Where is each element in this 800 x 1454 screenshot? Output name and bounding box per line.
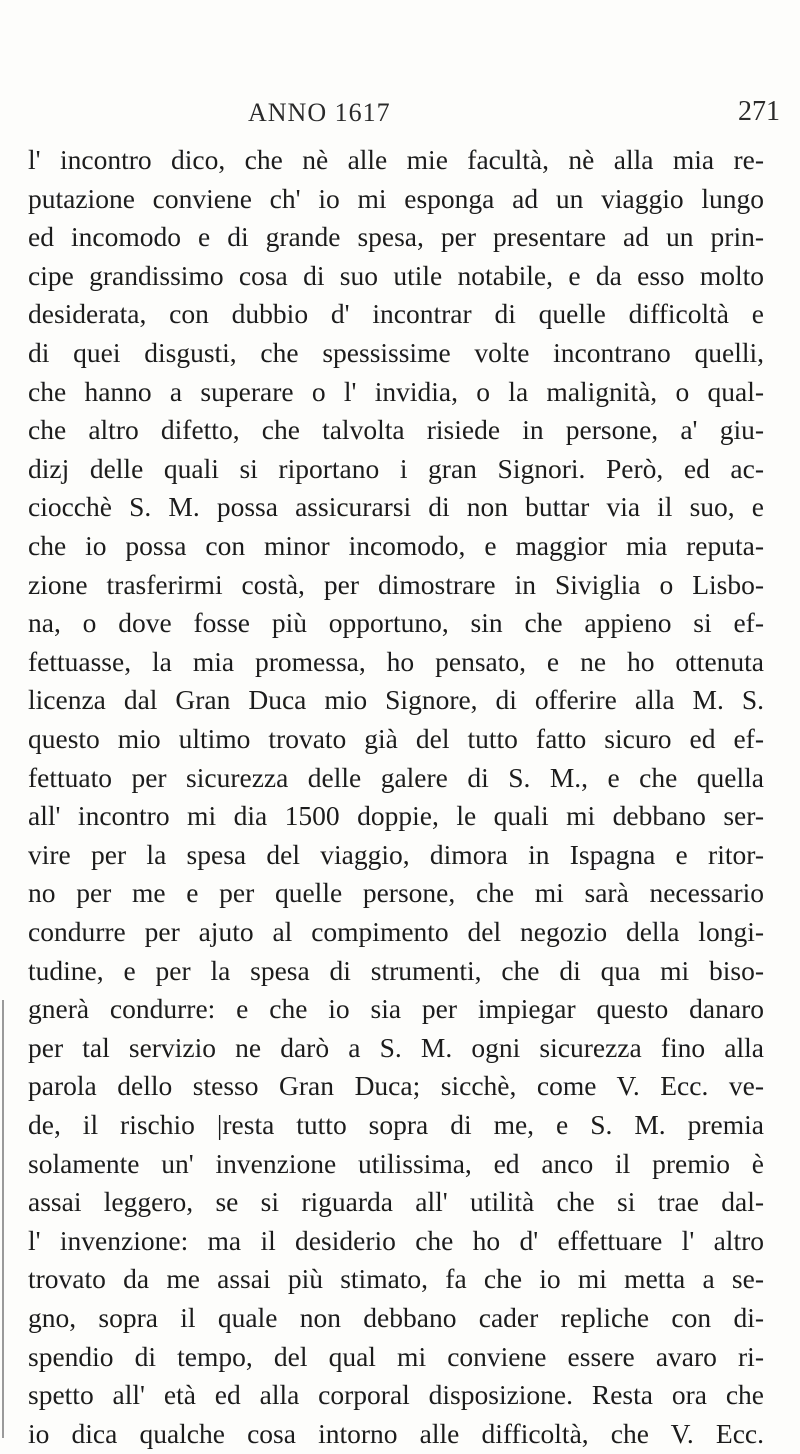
page-header [0,96,800,136]
text-line: tudine, e per la spesa di strumenti, che di qua mi biso- [28,954,764,986]
text-line: all' incontro mi dia 1500 doppie, le quali mi debbano ser- [28,800,764,832]
text-line: io dica qualche cosa intorno alle difficoltà, che V. Ecc. [28,1417,764,1449]
running-head: ANNO 1617 [248,98,391,127]
text-line: trovato da me assai più stimato, fa che io mi metta a se- [28,1263,764,1295]
page-number: 271 [738,96,780,127]
page-edge-shadow [2,1000,4,1438]
text-line: dizj delle quali si riportano i gran Signori. Però, ed ac- [28,452,764,484]
text-line: di quei disgusti, che spessissime volte incontrano quelli, [28,337,764,368]
text-line: gno, sopra il quale non debbano cader repliche con di- [28,1302,764,1333]
text-line: desiderata, con dubbio d' incontrar di quelle difficoltà e [28,298,764,330]
text-line: per tal servizio ne darò a S. M. ogni sicurezza fino alla [28,1031,764,1063]
text-line: na, o dove fosse più opportuno, sin che appieno si ef- [28,607,764,639]
text-line: spetto all' età ed alla corporal disposizione. Resta ora che [28,1379,764,1411]
text-line: cipe grandissimo cosa di suo utile notabile, e da esso molto [28,259,764,291]
text-line: zione trasferirmi costà, per dimostrare in Siviglia o Lisbo- [28,568,764,600]
text-line: condurre per ajuto al compimento del negozio della longi- [28,916,764,947]
text-line: ciocchè S. M. possa assicurarsi di non buttar via il suo, e [28,491,764,523]
text-line: assai leggero, se si riguarda all' utilità che si trae dal- [28,1186,764,1218]
text-line: putazione conviene ch' io mi esponga ad un viaggio lungo [28,182,764,214]
text-line: solamente un' invenzione utilissima, ed anco il premio è [28,1147,764,1179]
text-line: no per me e per quelle persone, che mi sarà necessario [28,877,764,909]
text-line: questo mio ultimo trovato già del tutto fatto sicuro ed ef- [28,723,764,754]
text-line: gnerà condurre: e che io sia per impiegar questo danaro [28,993,764,1025]
text-line: ed incomodo e di grande spesa, per presentare ad un prin- [28,221,764,253]
text-line: che io possa con minor incomodo, e maggior mia reputa- [28,530,764,561]
text-line: che hanno a superare o l' invidia, o la malignità, o qual- [28,375,764,407]
text-line: spendio di tempo, del qual mi conviene essere avaro ri- [28,1340,764,1372]
text-line: fettuato per sicurezza delle galere di S. M., e che quella [28,761,764,793]
text-line: parola dello stesso Gran Duca; sicchè, come V. Ecc. ve- [28,1070,764,1102]
text-line: licenza dal Gran Duca mio Signore, di offerire alla M. S. [28,684,764,716]
text-line: de, il rischio |resta tutto sopra di me, e S. M. premia [28,1109,764,1140]
text-line: l' invenzione: ma il desiderio che ho d' effettuare l' altro [28,1224,764,1256]
text-line: l' incontro dico, che nè alle mie facultà, nè alla mia re- [28,144,764,175]
text-line: fettuasse, la mia promessa, ho pensato, e ne ho ottenuta [28,645,764,677]
text-line: vire per la spesa del viaggio, dimora in Ispagna e ritor- [28,838,764,870]
text-line: che altro difetto, che talvolta risiede in persone, a' giu- [28,414,764,446]
